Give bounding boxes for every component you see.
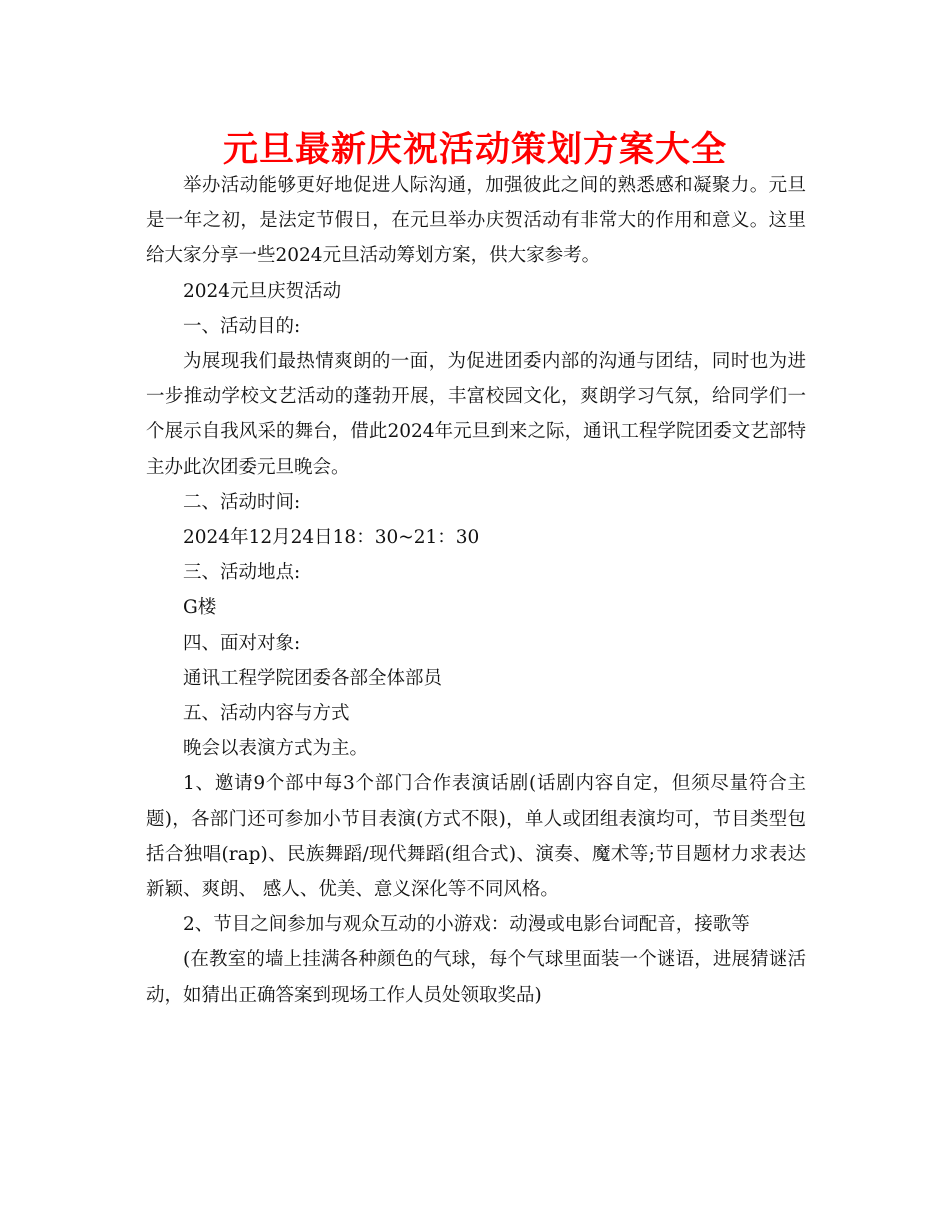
section-heading-location: 三、活动地点: — [183, 562, 301, 584]
section-heading-audience: 四、面对对象: — [183, 632, 301, 654]
page-title: 元旦最新庆祝活动策划方案大全 — [222, 130, 727, 170]
paragraph-item-2-note: (在教室的墙上挂满各种颜色的气球，每个气球里面装一个谜语，进展猜谜活动，如猜出正确答案到现场工作人员处领取奖品) — [146, 949, 806, 1006]
paragraph-audience: 通讯工程学院团委各部全体部员 — [183, 667, 443, 689]
section-heading-content: 五、活动内容与方式 — [183, 703, 350, 725]
section-heading-time: 二、活动时间: — [183, 491, 301, 513]
section-heading-purpose: 一、活动目的: — [183, 315, 301, 337]
paragraph-format: 晚会以表演方式为主。 — [183, 738, 369, 760]
paragraph-location: G楼 — [183, 597, 217, 619]
paragraph-item-1: 1、邀请9个部中每3个部门合作表演话剧(话剧内容自定，但须尽量符合主题)，各部门还可参加小节目表演(方式不限)，单人或团组表演均可，节目类型包括合独唱(rap)、民族舞蹈/现代舞蹈(组合式)、演奏、魔术等;节目题材力求表达新颖、爽朗、 感人、优美、意义深化等不同风格。 — [146, 773, 806, 901]
paragraph-intro: 举办活动能够更好地促进人际沟通，加强彼此之间的熟悉感和凝聚力。元旦是一年之初，是法定节假日，在元旦举办庆贺活动有非常大的作用和意义。这里给大家分享一些2024元旦活动筹划方案，供大家参考。 — [146, 175, 806, 267]
document-body — [146, 168, 806, 1013]
paragraph-subtitle: 2024元旦庆贺活动 — [183, 280, 342, 302]
paragraph-purpose: 为展现我们最热情爽朗的一面，为促进团委内部的沟通与团结，同时也为进一步推动学校文艺活动的蓬勃开展，丰富校园文化，爽朗学习气氛，给同学们一个展示自我风采的舞台，借此2024年元旦到来之际，通讯工程学院团委文艺部特主办此次团委元旦晚会。 — [146, 351, 806, 478]
paragraph-item-2: 2、节目之间参加与观众互动的小游戏：动漫或电影台词配音，接歌等 — [183, 914, 750, 936]
paragraph-time: 2024年12月24日18：30~21：30 — [183, 527, 480, 549]
